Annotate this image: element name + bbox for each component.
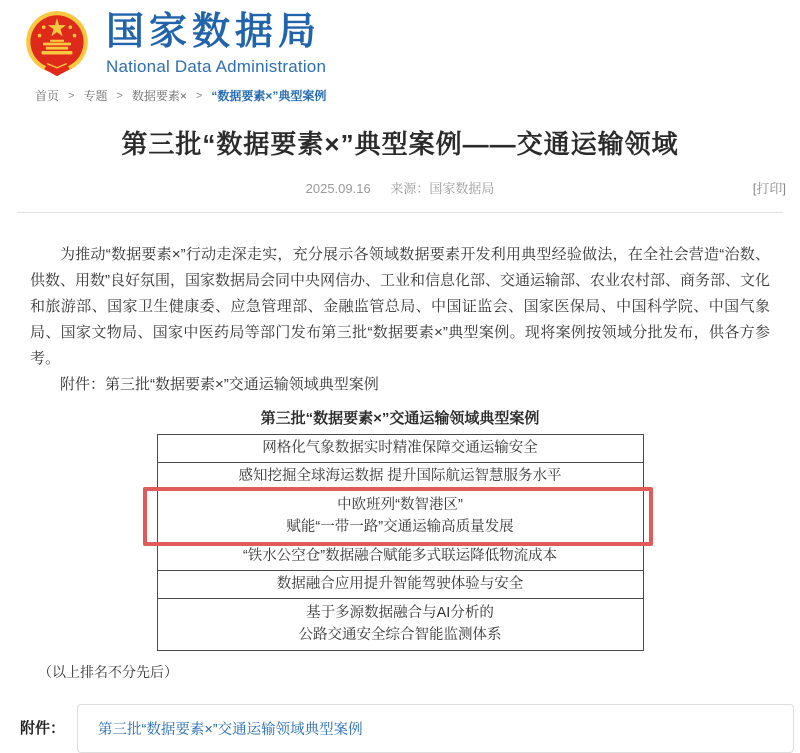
breadcrumb-topics[interactable]: 专题 [83, 89, 108, 103]
header-divider [17, 212, 783, 213]
page-title: 第三批“数据要素×”典型案例——交通运输领域 [121, 129, 679, 159]
attachment-link[interactable]: 第三批“数据要素×”交通运输领域典型案例 [98, 722, 363, 738]
case-title: 感知挖掘全球海运数据 提升国际航运智慧服务水平 [238, 468, 562, 484]
attachment-label: 附件： [20, 720, 66, 737]
print-button[interactable]: [打印] [752, 181, 786, 196]
case-title: “铁水公空仓”数据融合赋能多式联运降低物流成本 [242, 548, 558, 564]
body-paragraph: 为推动“数据要素×”行动走深走实，充分展示各领域数据要素开发利用典型经验做法，在全社会营造“治数、供数、用数”良好氛围，国家数据局会同中央网信办、工业和信息化部、交通运输部、农业农村部、商务部、文化和旅游部、国家卫生健康委、应急管理部、金融监管总局、中国证监会、国家医保局、中国科学院、中国气象局、国家文物局、国家中医药局等部门发布第三批“数据要素×”典型案例。现将案例按领域分批发布，供各方参考。 [30, 246, 771, 367]
case-table [157, 434, 644, 651]
case-title: 基于多源数据融合与AI分析的 [306, 605, 494, 621]
table-row [158, 598, 643, 650]
article-date: 2025.09.16 [305, 181, 371, 196]
table-row-highlighted [158, 490, 643, 542]
case-title: 赋能“一带一路”交通运输高质量发展 [286, 519, 514, 535]
breadcrumb-data-element[interactable]: 数据要素× [131, 89, 187, 103]
article-source: 来源：国家数据局 [390, 181, 495, 196]
table-row [158, 435, 643, 462]
logo-text [106, 8, 326, 77]
attachment-section [0, 704, 800, 753]
breadcrumb-home[interactable]: 首页 [35, 89, 60, 103]
case-title: 中欧班列“数智港区” [337, 497, 463, 513]
table-row [158, 542, 643, 570]
case-title: 网格化气象数据实时精准保障交通运输安全 [262, 440, 538, 456]
site-header [0, 0, 800, 80]
table-row [158, 462, 643, 490]
attachment-box [77, 704, 794, 753]
case-title: 公路交通安全综合智能监测体系 [298, 627, 502, 643]
org-name: 国家数据局 [106, 11, 322, 53]
attachment-mention-line: 附件：第三批“数据要素×”交通运输领域典型案例 [60, 376, 379, 393]
case-table-title: 第三批“数据要素×”交通运输领域典型案例 [260, 410, 540, 427]
breadcrumb-separator: > [116, 89, 123, 102]
breadcrumb [35, 87, 800, 104]
national-emblem-icon [22, 8, 92, 80]
case-title: 数据融合应用提升智能驾驶体验与安全 [276, 576, 524, 592]
breadcrumb-separator: > [68, 89, 75, 102]
breadcrumb-separator: > [195, 89, 203, 102]
table-row [158, 570, 643, 598]
article-body [0, 242, 800, 682]
org-name-en: National Data Administration [106, 57, 327, 76]
article-meta [0, 178, 800, 197]
breadcrumb-current[interactable]: “数据要素×”典型案例 [211, 89, 327, 103]
rank-note: （以上排名不分先后） [38, 664, 178, 680]
